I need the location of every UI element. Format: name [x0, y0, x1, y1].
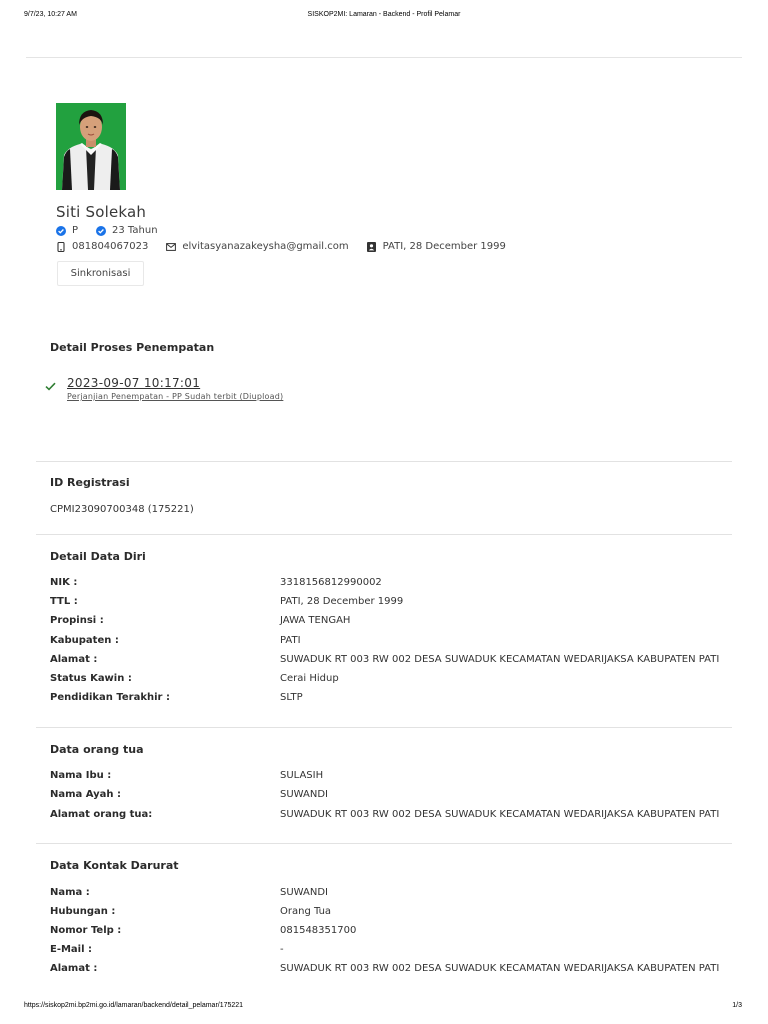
section-divider: [36, 727, 732, 728]
field-label: E-Mail :: [50, 944, 93, 955]
contact-row: [56, 241, 524, 252]
field-label: Nama :: [50, 887, 90, 898]
age-value: 23 Tahun: [112, 225, 158, 236]
field-label: Kabupaten :: [50, 635, 119, 646]
applicant-name: Siti Solekah: [56, 203, 147, 221]
print-header: [0, 11, 768, 23]
field-label: NIK :: [50, 577, 78, 588]
print-datetime: 9/7/23, 10:27 AM: [24, 11, 77, 18]
gender-value: P: [72, 225, 79, 236]
check-circle-icon: [96, 226, 106, 236]
field-value: SUWADUK RT 003 RW 002 DESA SUWADUK KECAMATAN WEDARIJAKSA KABUPATEN PATI: [280, 963, 720, 974]
field-label: Alamat :: [50, 963, 98, 974]
phone-value: 081804067023: [72, 241, 149, 252]
field-label: Status Kawin :: [50, 673, 132, 684]
field-value: PATI, 28 December 1999: [280, 596, 404, 607]
timeline-date-link[interactable]: 2023-09-07 10:17:01: [67, 376, 201, 390]
field-value: SUWANDI: [280, 887, 328, 898]
print-url: https://siskop2mi.bp2mi.go.id/lamaran/backend/detail_pelamar/175221: [24, 1002, 244, 1009]
applicant-photo: [56, 103, 126, 190]
birth-item: [367, 241, 506, 252]
check-circle-icon: [56, 226, 66, 236]
field-value: SULASIH: [280, 770, 324, 781]
envelope-icon: [166, 242, 176, 252]
field-value: Cerai Hidup: [280, 673, 339, 684]
registration-title: ID Registrasi: [50, 476, 130, 489]
field-value: 3318156812990002: [280, 577, 382, 588]
field-label: Propinsi :: [50, 615, 104, 626]
timeline-description-link[interactable]: Perjanjian Penempatan - PP Sudah terbit (Diupload): [67, 392, 284, 401]
emergency-title: Data Kontak Darurat: [50, 859, 179, 872]
field-value: 081548351700: [280, 925, 357, 936]
field-value: JAWA TENGAH: [280, 615, 351, 626]
section-divider: [36, 461, 732, 462]
section-divider: [36, 534, 732, 535]
field-label: Alamat :: [50, 654, 98, 665]
email-value: elvitasyanazakeysha@gmail.com: [182, 241, 349, 252]
print-page-title: SISKOP2MI: Lamaran - Backend - Profil Pelamar: [307, 11, 461, 18]
profile-badges: [56, 225, 176, 236]
field-label: Nama Ibu :: [50, 770, 112, 781]
email-item: [166, 241, 348, 252]
field-value: PATI: [280, 635, 301, 646]
id-card-icon: [367, 242, 377, 252]
placement-title: Detail Proses Penempatan: [50, 341, 215, 354]
field-label: Nomor Telp :: [50, 925, 122, 936]
birth-value: PATI, 28 December 1999: [382, 241, 506, 252]
age-badge: [96, 225, 158, 236]
field-value: SUWADUK RT 003 RW 002 DESA SUWADUK KECAMATAN WEDARIJAKSA KABUPATEN PATI: [280, 809, 720, 820]
print-page-number: 1/3: [732, 1002, 742, 1009]
field-label: TTL :: [50, 596, 78, 607]
registration-id: CPMI23090700348 (175221): [50, 504, 194, 515]
section-divider: [36, 843, 732, 844]
field-label: Alamat orang tua:: [50, 809, 153, 820]
gender-badge: [56, 225, 78, 236]
field-value: SUWANDI: [280, 789, 328, 800]
top-divider: [26, 57, 742, 58]
field-value: SLTP: [280, 692, 303, 703]
phone-item: [56, 241, 148, 252]
field-label: Hubungan :: [50, 906, 116, 917]
mobile-phone-icon: [56, 242, 66, 252]
parents-title: Data orang tua: [50, 743, 144, 756]
personal-title: Detail Data Diri: [50, 550, 146, 563]
check-icon: [45, 376, 56, 395]
field-value: Orang Tua: [280, 906, 332, 917]
field-value: -: [280, 944, 284, 955]
sync-button[interactable]: Sinkronisasi: [57, 261, 144, 286]
field-label: Nama Ayah :: [50, 789, 122, 800]
field-value: SUWADUK RT 003 RW 002 DESA SUWADUK KECAMATAN WEDARIJAKSA KABUPATEN PATI: [280, 654, 720, 665]
field-label: Pendidikan Terakhir :: [50, 692, 170, 703]
